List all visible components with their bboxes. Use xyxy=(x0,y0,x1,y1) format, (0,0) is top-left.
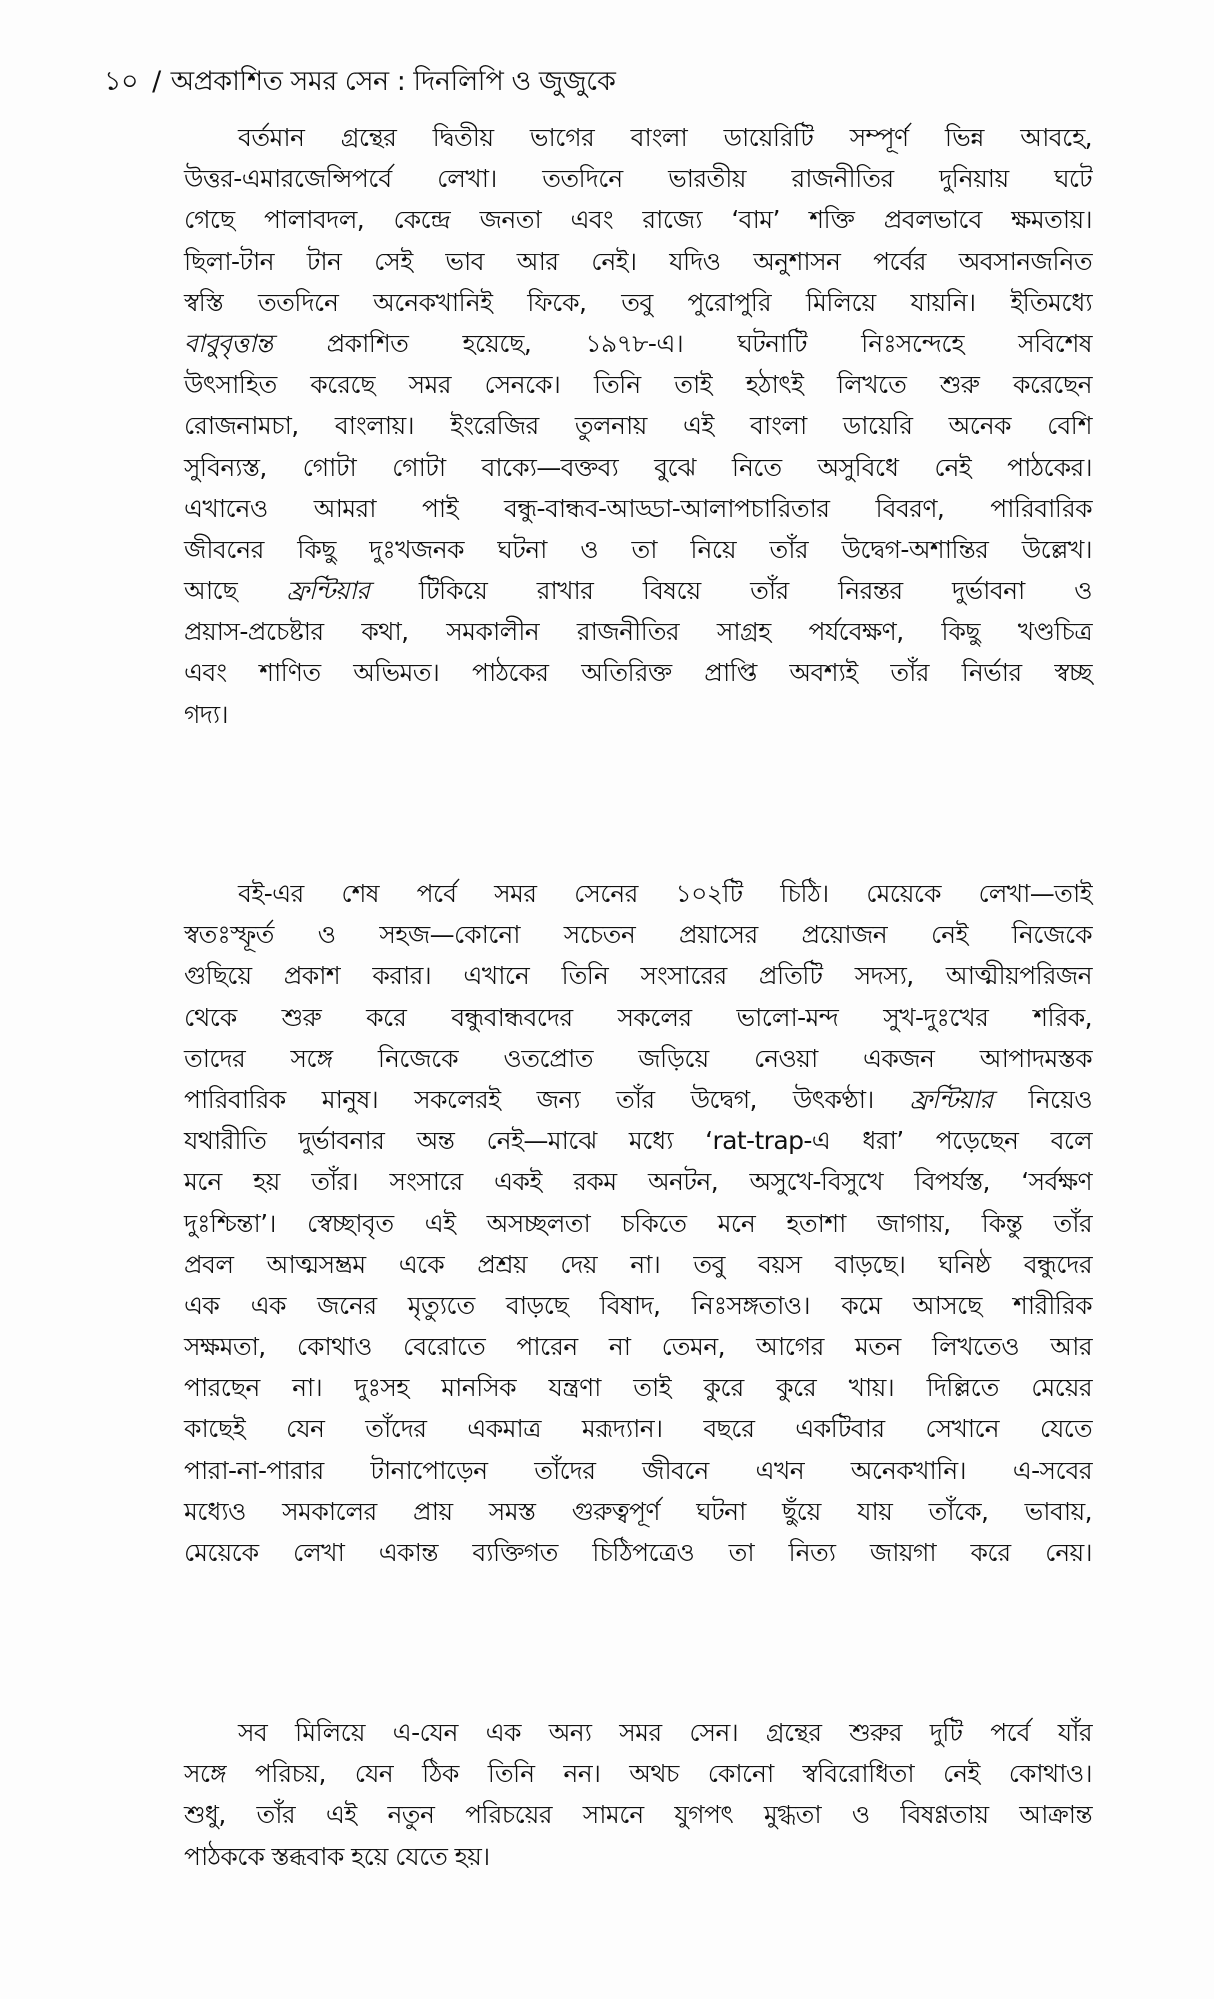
text-line: পারছেন না। দুঃসহ মানসিক যন্ত্রণা তাই কুরে কুরে খায়। দিল্লিতে মেয়ের xyxy=(184,1373,1092,1403)
text-line: স্বতঃস্ফূর্ত ও সহজ—কোনো সচেতন প্রয়াসের প্রয়োজন নেই নিজেকে xyxy=(184,920,1092,950)
text-line: এক এক জনের মৃত্যুতে বাড়ছে বিষাদ, নিঃসঙ্গতাও। কমে আসছে শারীরিক xyxy=(184,1290,1092,1320)
book-title: অপ্রকাশিত সমর সেন : দিনলিপি ও জুজুকে xyxy=(170,66,616,97)
text-line: জীবনের কিছু দুঃখজনক ঘটনা ও তা নিয়ে তাঁর উদ্বেগ-অশান্তির উল্লেখ। xyxy=(184,534,1092,564)
text-line: মেয়েকে লেখা একান্ত ব্যক্তিগত চিঠিপত্রেও তা নিত্য জায়গা করে নেয়। xyxy=(184,1538,1092,1567)
text-line: প্রয়াস-প্রচেষ্টার কথা, সমকালীন রাজনীতির সাগ্রহ পর্যবেক্ষণ, কিছু খণ্ডচিত্র xyxy=(184,617,1092,647)
text-line: এবং শাণিত অভিমত। পাঠকের অতিরিক্ত প্রাপ্তি অবশ্যই তাঁর নির্ভার স্বচ্ছ xyxy=(184,658,1092,688)
text-line: স্বস্তি ততদিনে অনেকখানিই ফিকে, তবু পুরোপুরি মিলিয়ে যায়নি। ইতিমধ্যে xyxy=(184,287,1092,317)
text-line xyxy=(184,570,1092,611)
text-line: শুধু, তাঁর এই নতুন পরিচয়ের সামনে যুগপৎ মুগ্ধতা ও বিষণ্ণতায় আক্রান্ত xyxy=(184,1800,1092,1830)
text-line: তাদের সঙ্গে নিজেকে ওতপ্রোত জড়িয়ে নেওয়া একজন আপাদমস্তক xyxy=(184,1043,1092,1073)
paragraph-1 xyxy=(184,117,1092,735)
text-line: গেছে পালাবদল, কেন্দ্রে জনতা এবং রাজ্যে ‘বাম’ শক্তি প্রবলভাবে ক্ষমতায়। xyxy=(184,205,1092,235)
text-line: পারা-না-পারার টানাপোড়েন তাঁদের জীবনে এখন অনেকখানি। এ-সবের xyxy=(184,1455,1092,1485)
text-line: যথারীতি দুর্ভাবনার অন্ত নেই—মাঝে মধ্যে ‘rat-trap-এ ধরা’ পড়েছেন বলে xyxy=(184,1126,1092,1156)
text-line: পাঠককে স্তব্ধবাক হয়ে যেতে হয়। xyxy=(184,1841,490,1871)
text-segment: নিয়েও xyxy=(992,1084,1092,1114)
text-line: বর্তমান গ্রন্থের দ্বিতীয় ভাগের বাংলা ডায়েরিটি সম্পূর্ণ ভিন্ন আবহে, xyxy=(238,123,1092,152)
text-line: মনে হয় তাঁর। সংসারে একই রকম অনটন, অসুখে-বিসুখে বিপর্যস্ত, ‘সর্বক্ষণ xyxy=(184,1167,1092,1197)
paragraph-2 xyxy=(184,873,1092,1573)
paragraph-3 xyxy=(184,1712,1092,1877)
text-line: থেকে শুরু করে বন্ধুবান্ধবদের সকলের ভালো-মন্দ সুখ-দুঃখের শরিক, xyxy=(184,1002,1092,1032)
text-segment: প্রকাশিত হয়েছে, ১৯৭৮-এ। ঘটনাটি নিঃসন্দেহে সবিশেষ xyxy=(272,328,1092,358)
running-header xyxy=(104,62,615,102)
italic-journal-title: ফ্রন্টিয়ার xyxy=(286,576,370,606)
text-line: প্রবল আত্মসম্ভ্রম একে প্রশ্রয় দেয় না। তবু বয়স বাড়ছে। ঘনিষ্ঠ বন্ধুদের xyxy=(184,1249,1092,1279)
text-line: মধ্যেও সমকালের প্রায় সমস্ত গুরুত্বপূর্ণ ঘটনা ছুঁয়ে যায় তাঁকে, ভাবায়, xyxy=(184,1496,1092,1526)
text-segment: পারিবারিক মানুষ। সকলেরই জন্য তাঁর উদ্বেগ, উৎকণ্ঠা। xyxy=(184,1084,910,1114)
text-line xyxy=(184,323,1092,364)
text-segment: টিকিয়ে রাখার বিষয়ে তাঁর নিরন্তর দুর্ভাবনা ও xyxy=(369,576,1092,606)
italic-book-title: বাবুবৃত্তান্ত xyxy=(184,328,273,358)
text-line: সক্ষমতা, কোথাও বেরোতে পারেন না তেমন, আগের মতন লিখতেও আর xyxy=(184,1332,1092,1362)
text-line: এখানেও আমরা পাই বন্ধু-বান্ধব-আড্ডা-আলাপচারিতার বিবরণ, পারিবারিক xyxy=(184,493,1092,523)
header-separator: / xyxy=(152,66,161,97)
italic-journal-title: ফ্রন্টিয়ার xyxy=(909,1084,993,1114)
text-line: সুবিন্যস্ত, গোটা গোটা বাক্যে—বক্তব্য বুঝে নিতে অসুবিধে নেই পাঠকের। xyxy=(184,452,1092,482)
text-line: ছিলা-টান টান সেই ভাব আর নেই। যদিও অনুশাসন পর্বের অবসানজনিত xyxy=(184,246,1092,276)
text-line: গদ্য। xyxy=(184,699,228,729)
text-line: সঙ্গে পরিচয়, যেন ঠিক তিনি নন। অথচ কোনো স্ববিরোধিতা নেই কোথাও। xyxy=(184,1759,1092,1789)
text-line: বই-এর শেষ পর্বে সমর সেনের ১০২টি চিঠি। মেয়েকে লেখা—তাই xyxy=(238,879,1092,908)
text-line xyxy=(184,1079,1092,1120)
text-line: গুছিয়ে প্রকাশ করার। এখানে তিনি সংসারের প্রতিটি সদস্য, আত্মীয়পরিজন xyxy=(184,961,1092,991)
text-line: উত্তর-এমারজেন্সিপর্বে লেখা। ততদিনে ভারতীয় রাজনীতির দুনিয়ায় ঘটে xyxy=(184,164,1092,194)
text-segment: আছে xyxy=(184,576,287,606)
text-line: উৎসাহিত করেছে সমর সেনকে। তিনি তাই হঠাৎই লিখতে শুরু করেছেন xyxy=(184,370,1092,400)
text-line: সব মিলিয়ে এ-যেন এক অন্য সমর সেন। গ্রন্থের শুরুর দুটি পর্বে যাঁর xyxy=(238,1718,1092,1747)
text-line: কাছেই যেন তাঁদের একমাত্র মরূদ্যান। বছরে একটিবার সেখানে যেতে xyxy=(184,1414,1092,1444)
text-line: দুঃশ্চিন্তা’। স্বেচ্ছাবৃত এই অসচ্ছলতা চকিতে মনে হতাশা জাগায়, কিন্তু তাঁর xyxy=(184,1208,1092,1238)
page-number: ১০ xyxy=(104,66,139,97)
text-line: রোজনামচা, বাংলায়। ইংরেজির তুলনায় এই বাংলা ডায়েরি অনেক বেশি xyxy=(184,411,1092,441)
